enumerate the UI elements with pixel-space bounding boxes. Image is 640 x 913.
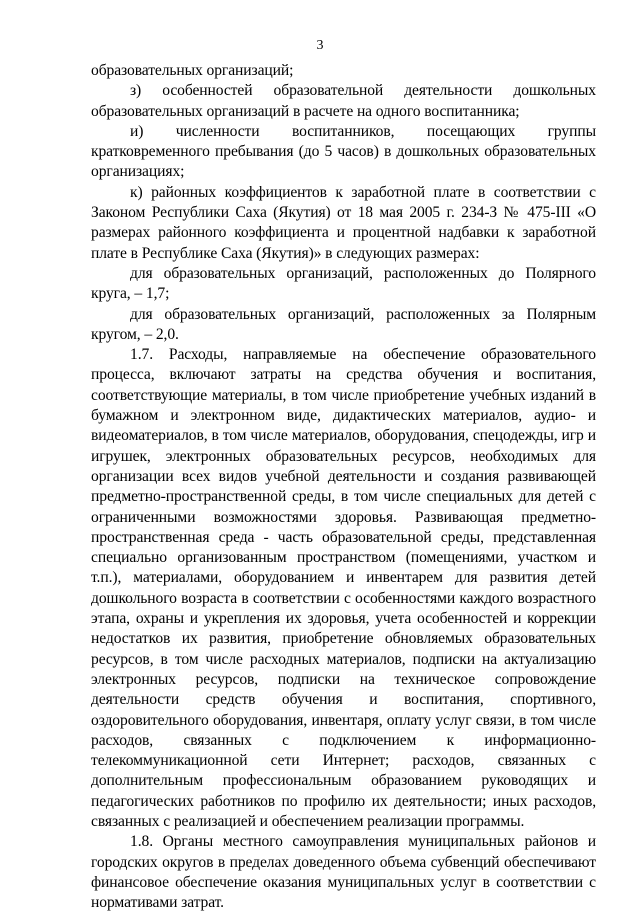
clause-1-7: 1.7. Расходы, направляемые на обеспечение образовательного процесса, включают затраты на средства обучения и воспитания, соответствующие материалы, в том числе приобретение учебных изданий в бумажном и электронном виде, дидактических материалов, аудио- и видеоматериалов, в том числе материалов, оборудования, спецодежды, игр и игрушек, электронных образовательных ресурсов, необходимых для организации всех видов учебной деятельности и создания развивающей предметно-пространственной среды, в том числе специальных для детей с ограниченными возможностями здоровья. Развивающая предметно-пространственная среда - часть образовательной среды, представленная специально организованным пространством (помещениями, участком и т.п.), материалами, оборудованием и инвентарем для развития детей дошкольного возраста в соответствии с особенностями каждого возрастного этапа, охраны и укрепления их здоровья, учета особенностей и коррекции недостатков их развития, приобретение обновляемых образовательных ресурсов, в том числе расходных материалов, подписки на актуализацию электронных ресурсов, подписки на техническое сопровождение деятельности средств обучения и воспитания, спортивного, оздоровительного оборудования, инвентаря, оплату услуг связи, в том числе расходов, связанных с подключением к информационно-телекоммуникационной сети Интернет; расходов, связанных с дополнительным профессиональным образованием руководящих и педагогических работников по профилю их деятельности; иных расходов, связанных с реализацией и обеспечением реализации программы. bbox=[91, 346, 596, 830]
coefficient-before-polar-circle: для образовательных организаций, расположенных до Полярного круга, – 1,7; bbox=[91, 264, 596, 303]
paragraph-continuation: образовательных организаций; bbox=[91, 62, 294, 79]
list-item-i: и) численности воспитанников, посещающих группы кратковременного пребывания (до 5 часов) в дошкольных образовательных организациях; bbox=[91, 122, 596, 181]
list-item-k: к) районных коэффициентов к заработной плате в соответствии с Законом Республики Саха (Якутия) от 18 мая 2005 г. 234-З № 475-III «О размерах районного коэффициента и процентной надбавки к заработной плате в Республике Саха (Якутия)» в следующих размерах: bbox=[91, 183, 596, 262]
list-item-z: з) особенностей образовательной деятельности дошкольных образовательных организаций в расчете на одного воспитанника; bbox=[91, 82, 596, 120]
coefficient-beyond-polar-circle: для образовательных организаций, расположенных за Полярным кругом, – 2,0. bbox=[91, 305, 596, 343]
clause-1-8: 1.8. Органы местного самоуправления муниципальных районов и городских округов в пределах доведенного объема субвенций обеспечивают финансовое обеспечение оказания муниципальных услуг в соответствии с нормативами затрат. bbox=[91, 833, 596, 912]
document-body bbox=[91, 61, 596, 913]
page-number: 3 bbox=[316, 38, 324, 53]
